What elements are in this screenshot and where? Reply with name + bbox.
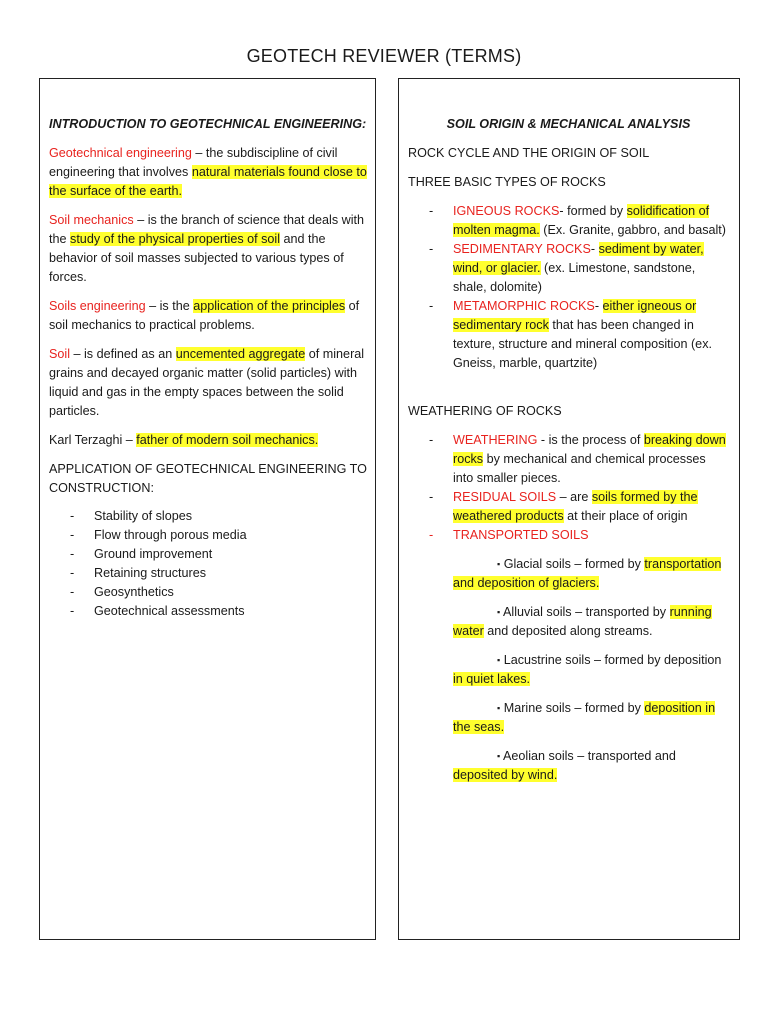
square-bullet-icon: ▪ [497, 655, 501, 665]
term: Geotechnical engineering [49, 146, 192, 160]
list-item-metamorphic: - METAMORPHIC ROCKS- either igneous or sedimentary rock that has been changed in texture, structure and mineral composition (ex. Gneiss, marble, quartzite) [408, 297, 729, 373]
marine-soils: ▪ Marine soils – formed by deposition in the seas. [453, 701, 716, 734]
square-bullet-icon: ▪ [497, 559, 501, 569]
highlight: application of the principles [193, 299, 346, 313]
highlight: deposited by wind. [453, 768, 558, 782]
term: RESIDUAL SOILS [453, 490, 557, 504]
highlight: breaking down rocks [453, 433, 726, 466]
applications-list [49, 507, 367, 621]
list-item: - Ground improvement [49, 545, 367, 564]
term: Soil [49, 347, 70, 361]
right-column [398, 78, 740, 940]
term: SEDIMENTARY ROCKS [453, 242, 591, 256]
highlight: transportation and deposition of glaciers. [453, 557, 722, 590]
list-item-transported [408, 526, 729, 545]
list-item: - Geosynthetics [49, 583, 367, 602]
list-item-sedimentary: - SEDIMENTARY ROCKS- sediment by water, wind, or glacier. (ex. Limestone, sandstone, shale, dolomite) [408, 240, 729, 297]
list-item-igneous: - IGNEOUS ROCKS- formed by solidification of molten magma. (Ex. Granite, gabbro, and basalt) [408, 202, 729, 240]
list-item-residual: - RESIDUAL SOILS – are soils formed by the weathered products at their place of origin [408, 488, 729, 526]
highlight: in quiet lakes. [453, 672, 531, 686]
aeolian-soils: ▪ Aeolian soils – transported and deposited by wind. [453, 749, 676, 782]
weathering-list [408, 431, 729, 545]
geotechnical-engineering-definition: Geotechnical engineering – the subdiscipline of civil engineering that involves natural materials found close to the surface of the earth. [49, 146, 367, 198]
term: IGNEOUS ROCKS [453, 204, 560, 218]
list-item: - Flow through porous media [49, 526, 367, 545]
three-types-heading: THREE BASIC TYPES OF ROCKS [408, 175, 606, 189]
term: WEATHERING [453, 433, 538, 447]
glacial-soils: ▪ Glacial soils – formed by transportation and deposition of glaciers. [453, 557, 722, 590]
soils-engineering-definition: Soils engineering – is the application of the principles of soil mechanics to practical problems. [49, 299, 360, 332]
terzaghi-note: Karl Terzaghi – father of modern soil mechanics. [49, 433, 319, 447]
term: TRANSPORTED SOILS [453, 528, 589, 542]
list-item: - Geotechnical assessments [49, 602, 367, 621]
soil-definition: Soil – is defined as an uncemented aggregate of mineral grains and decayed organic matter (solid particles) with liquid and gas in the empty spaces between the solid particles. [49, 347, 365, 418]
list-item: - Retaining structures [49, 564, 367, 583]
highlight: either igneous or sedimentary rock [453, 299, 697, 332]
square-bullet-icon: ▪ [497, 703, 501, 713]
soil-origin-heading: SOIL ORIGIN & MECHANICAL ANALYSIS [446, 117, 691, 131]
highlight: solidification of molten magma. [453, 204, 710, 237]
square-bullet-icon: ▪ [497, 607, 501, 617]
rock-cycle-heading: ROCK CYCLE AND THE ORIGIN OF SOIL [408, 146, 650, 160]
transported-soils-group [408, 555, 729, 785]
alluvial-soils: ▪ Alluvial soils – transported by running water and deposited along streams. [453, 605, 712, 638]
highlight: deposition in the seas. [453, 701, 716, 734]
soil-mechanics-definition: Soil mechanics – is the branch of science that deals with the study of the physical properties of soil and the behavior of soil masses subjected to various types of forces. [49, 213, 365, 284]
left-column [39, 78, 376, 940]
list-item: - Stability of slopes [49, 507, 367, 526]
term: Soils engineering [49, 299, 146, 313]
lacustrine-soils: ▪ Lacustrine soils – formed by deposition in quiet lakes. [453, 653, 722, 686]
square-bullet-icon: ▪ [497, 751, 501, 761]
intro-heading: INTRODUCTION TO GEOTECHNICAL ENGINEERING: [49, 117, 367, 131]
application-heading: APPLICATION OF GEOTECHNICAL ENGINEERING TO CONSTRUCTION: [49, 462, 367, 495]
term: Soil mechanics [49, 213, 134, 227]
highlight: running water [453, 605, 712, 638]
highlight: sediment by water, wind, or glacier. [453, 242, 704, 275]
weathering-heading: WEATHERING OF ROCKS [408, 404, 562, 418]
rock-types-list [408, 202, 729, 373]
list-item-weathering: - WEATHERING - is the process of breaking down rocks by mechanical and chemical processes into smaller pieces. [408, 431, 729, 488]
page-title: GEOTECH REVIEWER (TERMS) [246, 46, 522, 66]
highlight: study of the physical properties of soil [70, 232, 281, 246]
highlight: father of modern soil mechanics. [136, 433, 319, 447]
highlight: uncemented aggregate [175, 347, 306, 361]
term: METAMORPHIC ROCKS [453, 299, 595, 313]
highlight: soils formed by the weathered products [453, 490, 698, 523]
highlight: natural materials found close to the surface of the earth. [49, 165, 367, 198]
